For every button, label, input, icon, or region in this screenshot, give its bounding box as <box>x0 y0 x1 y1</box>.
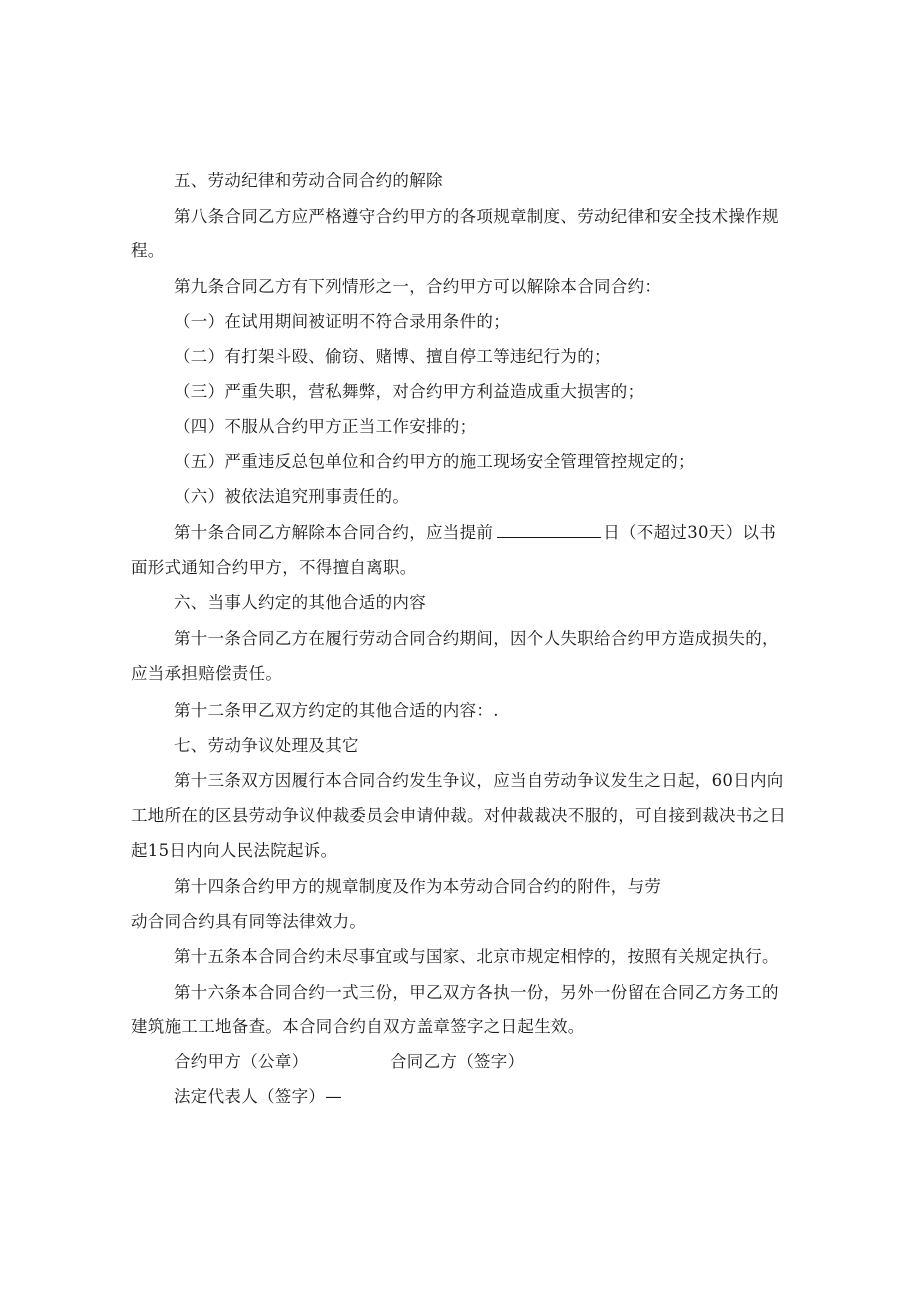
article-14-line-1: 第十四条合约甲方的规章制度及作为本劳动合同合约的附件，与劳 <box>174 877 662 896</box>
section-heading-6: 六、当事人约定的其他合适的内容 <box>174 593 426 612</box>
article-10-line-2: 面形式通知合约甲方，不得擅自离职。 <box>131 558 417 577</box>
article-15: 第十五条本合同合约未尽事宜或与国家、北京市规定相悖的，按照有关规定执行。 <box>174 947 779 966</box>
article-10-text-before-blank: 第十条合同乙方解除本合同合约，应当提前 <box>174 523 494 542</box>
article-9: 第九条合同乙方有下列情形之一，合约甲方可以解除本合同合约： <box>174 277 662 296</box>
article-10-line-1 <box>174 522 776 544</box>
list-item-4: （四）不服从合约甲方正当工作安排的； <box>174 417 477 436</box>
article-12: 第十二条甲乙双方约定的其他合适的内容：. <box>174 701 499 720</box>
list-item-2: （二）有打架斗殴、偷窃、赌博、擅自停工等违纪行为的； <box>174 347 611 366</box>
section-heading-7: 七、劳动争议处理及其它 <box>174 736 359 755</box>
article-16-line-2: 建筑施工工地备查。本合同合约自双方盖章签字之日起生效。 <box>131 1017 585 1036</box>
article-13-line-3: 起15日内向人民法院起诉。 <box>131 841 338 860</box>
article-10-text-after-blank: 日（不超过30天）以书 <box>603 523 776 542</box>
article-8-line-1: 第八条合同乙方应严格遵守合约甲方的各项规章制度、劳动纪律和安全技术操作规 <box>174 207 779 226</box>
fill-in-blank-days[interactable] <box>497 523 601 538</box>
list-item-6: （六）被依法追究刑事责任的。 <box>174 487 410 506</box>
list-item-3: （三）严重失职，营私舞弊，对合约甲方利益造成重大损害的； <box>174 382 645 401</box>
article-16-line-1: 第十六条本合同合约一式三份，甲乙双方各执一份，另外一份留在合同乙方务工的 <box>174 983 779 1002</box>
party-a-signature-label: 合约甲方（公章） <box>174 1052 309 1071</box>
section-heading-5: 五、劳动纪律和劳动合同合约的解除 <box>174 171 443 190</box>
article-13-line-2: 工地所在的区县劳动争议仲裁委员会申请仲裁。对仲裁裁决不服的，可自接到裁决书之日 <box>131 806 787 825</box>
article-11-line-2: 应当承担赔偿责任。 <box>131 664 283 683</box>
list-item-5: （五）严重违反总包单位和合约甲方的施工现场安全管理管控规定的； <box>174 452 695 471</box>
article-11-line-1: 第十一条合同乙方在履行劳动合同合约期间，因个人失职给合约甲方造成损失的， <box>174 629 779 648</box>
list-item-1: （一）在试用期间被证明不符合录用条件的； <box>174 312 510 331</box>
legal-representative-signature-label: 法定代表人（签字）— <box>174 1087 342 1106</box>
party-b-signature-label: 合同乙方（签字） <box>390 1052 525 1071</box>
article-14-line-2: 动合同合约具有同等法律效力。 <box>131 912 367 931</box>
article-13-line-1: 第十三条双方因履行本合同合约发生争议，应当自劳动争议发生之日起，60日内向 <box>174 771 784 790</box>
article-8-line-2: 程。 <box>131 241 165 260</box>
